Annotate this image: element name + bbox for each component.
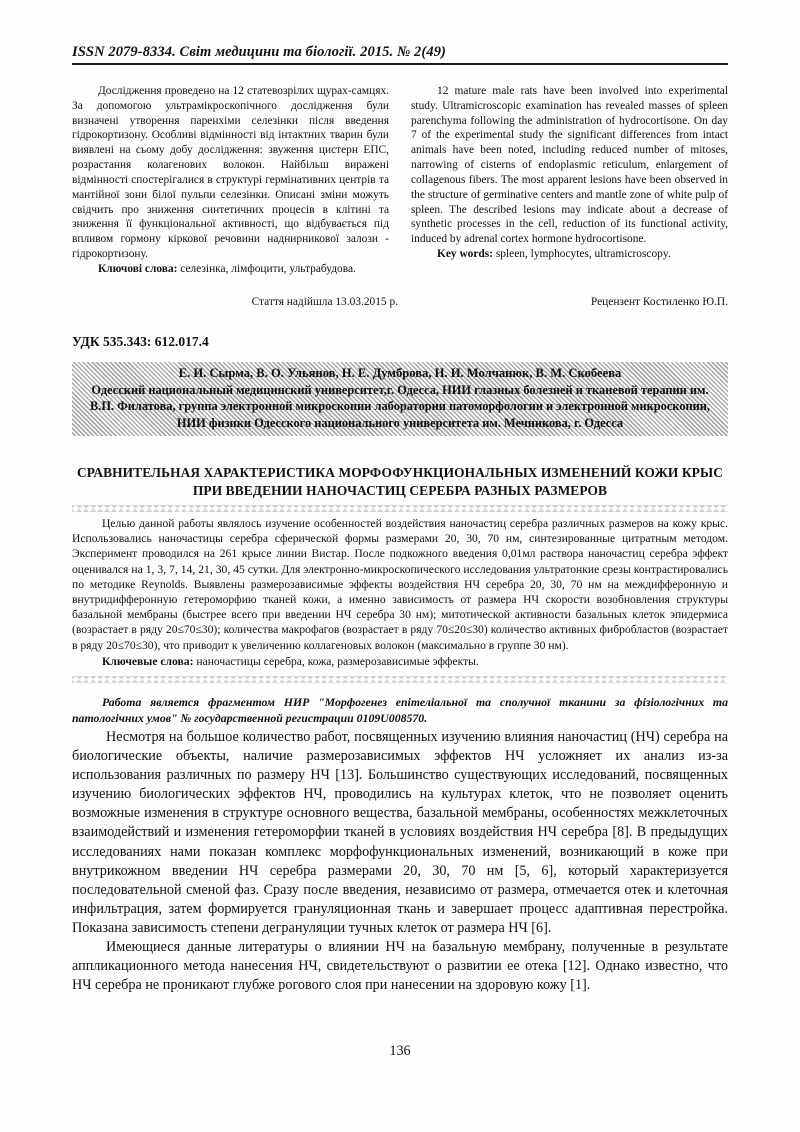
abstract-en-keywords-value: spleen, lymphocytes, ultramicroscopy.	[495, 248, 671, 261]
body-paragraph: Несмотря на большое количество работ, посвященных изучению влияния наночастиц (НЧ) серебра на биологические объекты, наличие размерозависимых эффектов НЧ усложняет их анализ из-за использования различных по размеру НЧ [13]. Большинство существующих исследований, посвященных изучению биологических эффектов НЧ, проводились на культурах клеток, что не позволяет оценить возможные изменения в структуре основного вещества, базальной мембраны, особенностях межклеточных взаимодействий и изменения гетероморфии тканей в условиях воздействия НЧ серебра [8]. В предыдущих исследованиях нами показан комплекс морфофункциональных изменений, возникающий в коже при внутрикожном введении НЧ серебра размерами 20, 30, 70 нм [5, 6], который характеризуется последовательной сменой фаз. Сразу после введения, независимо от размера, отмечается отек и клеточная инфильтрация, затем формируется грануляционная ткань и завершает процесс адаптивная перестройка. Показана зависимость степени дегрануляции тучных клеток от размера НЧ [6].	[72, 729, 728, 936]
funding-note-text: Работа является фрагментом НИР "Морфогенез епітеліальної та сполучної тканини за фізіологічних та патологічних умов" № государственной регистрации 0109U008570.	[72, 695, 728, 725]
abstract-en-keywords	[411, 247, 728, 262]
abstract-ukrainian	[72, 84, 389, 277]
abstract-russian	[72, 516, 728, 669]
abstract-ru-keywords-value: наночастицы серебра, кожа, размерозависимые эффекты.	[196, 654, 479, 668]
article-body	[72, 728, 728, 995]
abstract-ua-keywords	[72, 262, 389, 277]
header-rule	[72, 63, 728, 65]
abstract-ua-keywords-label: Ключові слова:	[98, 262, 178, 275]
body-paragraph: Имеющиеся данные литературы о влиянии НЧ на базальную мембрану, полученные в результате аппликационного метода нанесения НЧ, свидетельствуют о развитии ее отека [12]. Однако известно, что НЧ серебра не проникают глубже рогового слоя при нанесении на здоровую кожу [1].	[72, 939, 728, 994]
abstract-columns	[72, 84, 728, 277]
abstract-ru-body: Целью данной работы являлось изучение особенностей воздействия наночастиц серебра различных размеров на кожу крыс. Использовались наночастицы серебра сферической формы размерами 20, 30, 70 нм, синтезированные цитратным методом. Эксперимент проводился на 261 крысе линии Вистар. После подкожного введения 0,01мл раствора наночастиц серебра эффект оценивался на 1, 3, 7, 14, 21, 30, 45 сутки. Для электронно-микроскопического исследования ультратонкие срезы контрастировались по методике Reynolds. Выявлены размерозависимые эффекты воздействия НЧ серебра 20, 30, 70 нм на междифферонную и внутридифферонную гетероморфию тканей кожи, а именно зависимость от размера НЧ скорости возобновления структуры базальной мембраны (быстрее всего при введении НЧ серебра 30 нм); митотической активности базальных клеток эпидермиса (возрастает в ряду 20≤70≤30); количества макрофагов (возрастает в ряду 70≤20≤30) количество активных фибробластов (возрастает в ряду 20≤70≤30), что приводит к увеличению коллагеновых волокон (максимально в группе 30 нм).	[72, 517, 728, 652]
author-affiliation: Одесский национальный медицинский университет,г. Одесса, НИИ глазных болезней и тканевой терапии им. В.П. Филатова, группа электронной микроскопии лаборатории патоморфологии и электронной микроскопии, НИИ физики Одесского национального университета им. Мечникова, г. Одесса	[89, 382, 711, 431]
abstract-english	[411, 84, 728, 277]
reviewer-name: Рецензент Костиленко Ю.П.	[590, 296, 728, 308]
funding-note	[72, 695, 728, 727]
zigzag-separator-bottom	[72, 676, 728, 683]
received-date: Стаття надійшла 13.03.2015 р.	[251, 296, 398, 308]
running-head	[72, 44, 728, 65]
page-number: 136	[389, 1043, 411, 1059]
abstract-ru-keywords-label: Ключевые слова:	[102, 654, 194, 668]
author-affiliation-block	[72, 362, 728, 436]
abstract-ua-body: Дослідження проведено на 12 статевозрілих щурах-самцях. За допомогою ультрамікроскопічного дослідження були визначені утворення паренхіми селезінки після введення гідрокортизону. Особливі відмінності від інтактних тварин були виявлені на сьому добу дослідження: звуження цистерн ЕПС, розрастання колагенових волокон. Найбільш виражені відмінності спостерігалися в структурі гермінативних центрів та мантійної зони білої пульпи селезінки. Описані зміни можуть свідчить про зниження синтетичних процесів в клітині та зниження її функціональної активності, що відбувається під впливом гормону кіркової речовини наднирникової залози - гідрокортизону.	[72, 85, 389, 261]
journal-issue-line: ISSN 2079-8334. Світ медицини та біології. 2015. № 2(49)	[72, 44, 446, 60]
abstract-footer	[72, 296, 728, 308]
udc-code: УДК 535.343: 612.017.4	[72, 334, 209, 349]
article-title: СРАВНИТЕЛЬНАЯ ХАРАКТЕРИСТИКА МОРФОФУНКЦИОНАЛЬНЫХ ИЗМЕНЕНИЙ КОЖИ КРЫС ПРИ ВВЕДЕНИИ НАНОЧАСТИЦ СЕРЕБРА РАЗНЫХ РАЗМЕРОВ	[77, 465, 723, 498]
abstract-ua-keywords-value: селезінка, лімфоцити, ультрабудова.	[180, 262, 356, 275]
zigzag-separator-top	[72, 505, 728, 512]
abstract-en-body: 12 mature male rats have been involved into experimental study. Ultramicroscopic examination has revealed masses of spleen parenchyma following the administration of hydrocortisone. On day 7 of the experimental study the significant differences from intact animals have been noted, including reduced number of mitoses, narrowing of cisterns of endoplasmic reticulum, enlargement of collagenous fibers. The most apparent lesions have been observed in the structure of germinative centers and mantle zone of white pulp of spleen. The described lesions may indicate about a decrease of synthetic processes in the cell, reduction of its functional activity, induced by adrenal cortex hormone hydrocortisone.	[411, 85, 728, 246]
abstract-en-keywords-label: Key words:	[437, 248, 493, 261]
abstract-ru-keywords	[72, 654, 728, 669]
author-names: Е. И. Сырма, В. О. Ульянов, Н. Е. Думброва, Н. И. Молчанюк, В. М. Скобеева	[178, 366, 622, 380]
